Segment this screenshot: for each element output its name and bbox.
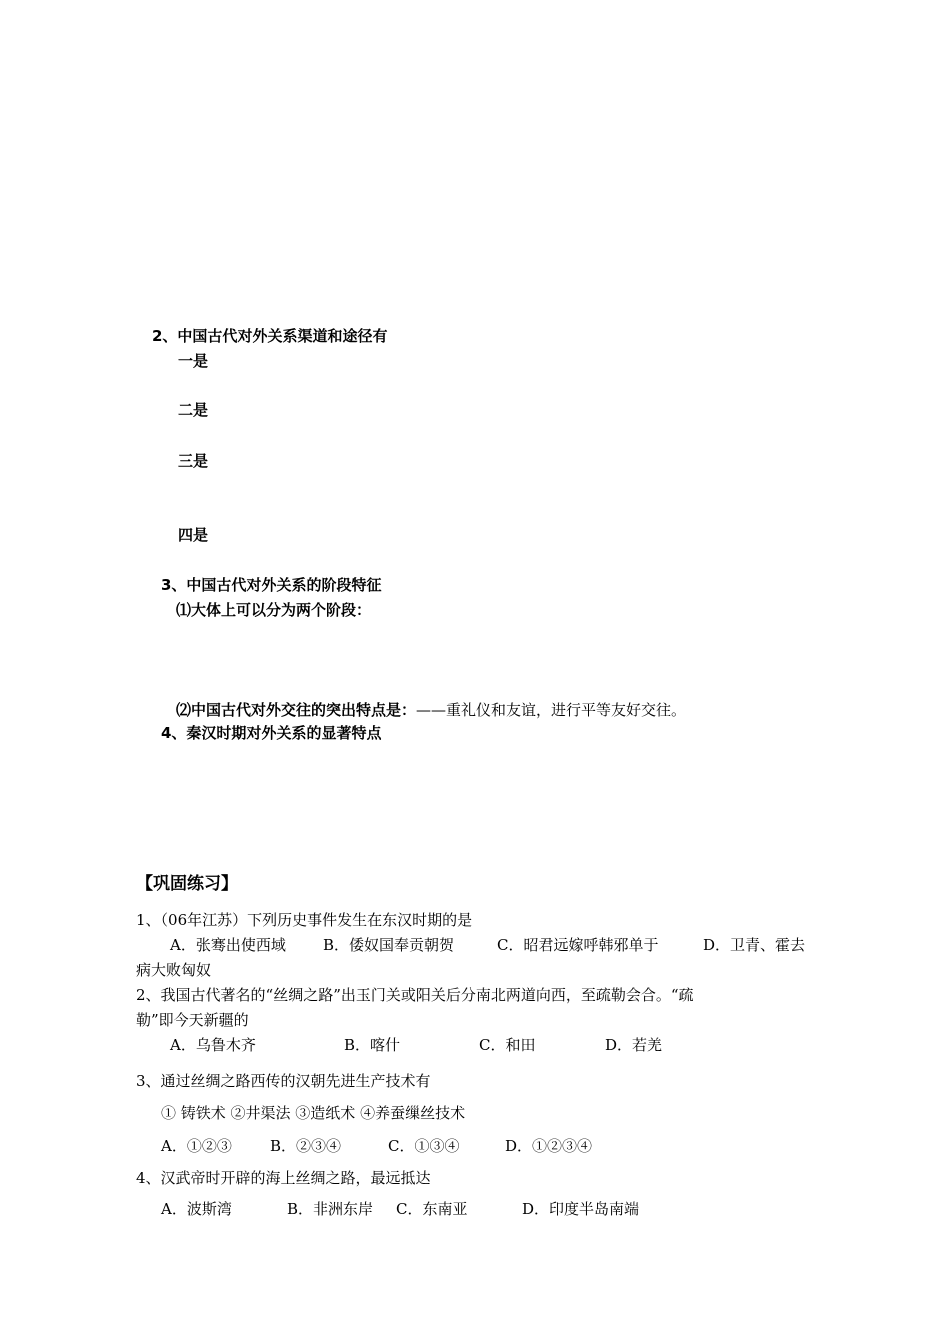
- item3-sub2-text: ——重礼仪和友谊，进行平等友好交往。: [416, 701, 687, 719]
- question-4-option-c: C．东南亚: [396, 1200, 468, 1218]
- question-2-stem: 2、我国古代著名的“丝绸之路”出玉门关或阳关后分南北两道向西，至疏勒会合。“疏: [136, 986, 694, 1004]
- question-2-option-b: B．喀什: [344, 1036, 401, 1054]
- question-1-option-a: A．张骞出使西域: [170, 936, 286, 954]
- item2-fourth: 四是: [178, 526, 209, 544]
- item2-title: 2、中国古代对外关系渠道和途径有: [152, 327, 388, 345]
- question-2-option-a: A．乌鲁木齐: [170, 1036, 256, 1054]
- question-3-stem: 3、通过丝绸之路西传的汉朝先进生产技术有: [136, 1072, 431, 1090]
- question-4-option-b: B．非洲东岸: [287, 1200, 374, 1218]
- item3-sub2-label: ⑵中国古代对外交往的突出特点是：: [176, 701, 417, 719]
- practice-heading: 【巩固练习】: [136, 874, 238, 894]
- question-4-option-d: D．印度半岛南端: [522, 1200, 640, 1218]
- item2-third: 三是: [178, 452, 209, 470]
- question-1-option-c: C．昭君远嫁呼韩邪单于: [497, 936, 659, 954]
- question-3-option-a: A．①②③: [161, 1137, 232, 1155]
- item4-title: 4、秦汉时期对外关系的显著特点: [161, 724, 382, 742]
- question-3-option-b: B．②③④: [270, 1137, 342, 1155]
- question-1-option-b: B．倭奴国奉贡朝贺: [323, 936, 455, 954]
- question-2-option-c: C．和田: [479, 1036, 536, 1054]
- question-1-option-d: D．卫青、霍去: [703, 936, 806, 954]
- question-1-continuation: 病大败匈奴: [136, 961, 212, 979]
- question-4-stem: 4、汉武帝时开辟的海上丝绸之路，最远抵达: [136, 1169, 431, 1187]
- item3-sub2: [176, 700, 686, 720]
- question-2-option-d: D．若羌: [605, 1036, 663, 1054]
- question-3-option-c: C．①③④: [388, 1137, 460, 1155]
- question-3-option-d: D．①②③④: [505, 1137, 593, 1155]
- item2-first: 一是: [178, 352, 209, 370]
- item2-second: 二是: [178, 401, 209, 419]
- question-4-option-a: A．波斯湾: [161, 1200, 232, 1218]
- question-1-stem: 1、（06年江苏）下列历史事件发生在东汉时期的是: [136, 911, 473, 929]
- item3-title: 3、中国古代对外关系的阶段特征: [161, 576, 382, 594]
- item3-sub1: ⑴大体上可以分为两个阶段：: [176, 601, 372, 619]
- question-3-items: ① 铸铁术 ②井渠法 ③造纸术 ④养蚕缫丝技术: [161, 1104, 466, 1122]
- question-2-stem-cont: 勒”即今天新疆的: [136, 1011, 249, 1029]
